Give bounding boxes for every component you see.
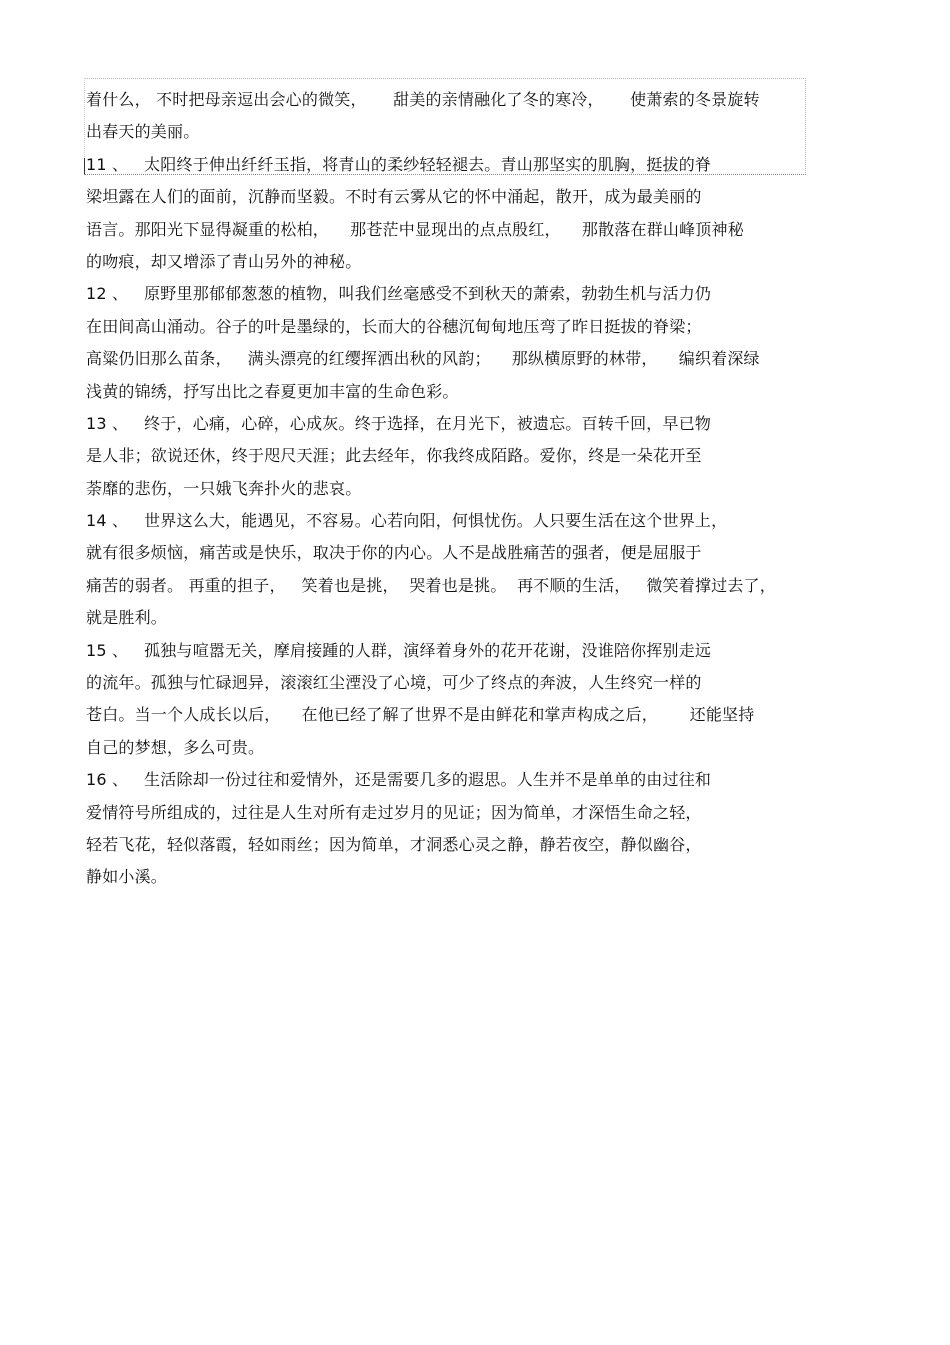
text-line: 13 、 终于，心痛，心碎，心成灰。终于选择，在月光下，被遗忘。百转千回，早已物: [86, 413, 712, 433]
text-line: 荼靡的悲伤，一只娥飞奔扑火的悲哀。: [86, 478, 362, 498]
text-line: 痛苦的弱者。 再重的担子， 笑着也是挑， 哭着也是挑。 再不顺的生活， 微笑着撑过去了，: [86, 575, 776, 595]
text-line: 就是胜利。: [86, 608, 168, 628]
text-line: 高粱仍旧那么苗条， 满头漂亮的红缨挥洒出秋的风韵； 那纵横原野的林带， 编织着深绿: [86, 349, 760, 369]
text-line: 梁坦露在人们的面前，沉静而坚毅。不时有云雾从它的怀中涌起，散开，成为最美丽的: [86, 187, 702, 207]
text-line: 轻若飞花，轻似落霞，轻如雨丝；因为简单，才洞悉心灵之静，静若夜空，静似幽谷，: [86, 834, 702, 854]
text-line: 就有很多烦恼，痛苦或是快乐，取决于你的内心。人不是战胜痛苦的强者，便是屈服于: [86, 543, 702, 563]
text-line: 浅黄的锦绣，抒写出比之春夏更加丰富的生命色彩。: [86, 381, 459, 401]
text-line: 出春天的美丽。: [86, 122, 200, 142]
text-line: 在田间高山涌动。谷子的叶是墨绿的，长而大的谷穗沉甸甸地压弯了昨日挺拔的脊梁；: [86, 316, 702, 336]
text-line: 静如小溪。: [86, 867, 168, 887]
text-line: 苍白。当一个人成长以后， 在他已经了解了世界不是由鲜花和掌声构成之后， 还能坚持: [86, 705, 755, 725]
text-line: 爱情符号所组成的，过往是人生对所有走过岁月的见证；因为简单，才深悟生命之轻，: [86, 802, 702, 822]
text-line: 自己的梦想，多么可贵。: [86, 737, 265, 757]
text-line: 的流年。孤独与忙碌迥异，滚滚红尘湮没了心境，可少了终点的奔波，人生终究一样的: [86, 673, 702, 693]
text-line: 16 、 生活除却一份过往和爱情外，还是需要几多的遐思。人生并不是单单的由过往和: [86, 770, 712, 790]
text-line: 是人非；欲说还休，终于咫尺天涯；此去经年，你我终成陌路。爱你，终是一朵花开至: [86, 446, 702, 466]
text-line: 11 、 太阳终于伸出纤纤玉指，将青山的柔纱轻轻褪去。青山那坚实的肌胸，挺拔的脊: [86, 154, 712, 174]
page-frame-left-marker: [84, 158, 85, 175]
text-line: 14 、 世界这么大，能遇见，不容易。心若向阳，何惧忧伤。人只要生活在这个世界上，: [86, 511, 728, 531]
text-line: 着什么， 不时把母亲逗出会心的微笑， 甜美的亲情融化了冬的寒冷， 使萧索的冬景旋转: [86, 90, 760, 109]
text-line: 语言。那阳光下显得凝重的松柏， 那苍茫中显现出的点点殷红， 那散落在群山峰顶神秘: [86, 219, 744, 239]
text-line: 12 、 原野里那郁郁葱葱的植物，叫我们丝毫感受不到秋天的萧索，勃勃生机与活力仍: [86, 284, 712, 304]
text-line: 15 、 孤独与喧嚣无关，摩肩接踵的人群，演绎着身外的花开花谢，没谁陪你挥别走远: [86, 640, 712, 660]
text-line: 的吻痕，却又增添了青山另外的神秘。: [86, 251, 362, 271]
document-body: [86, 84, 806, 894]
